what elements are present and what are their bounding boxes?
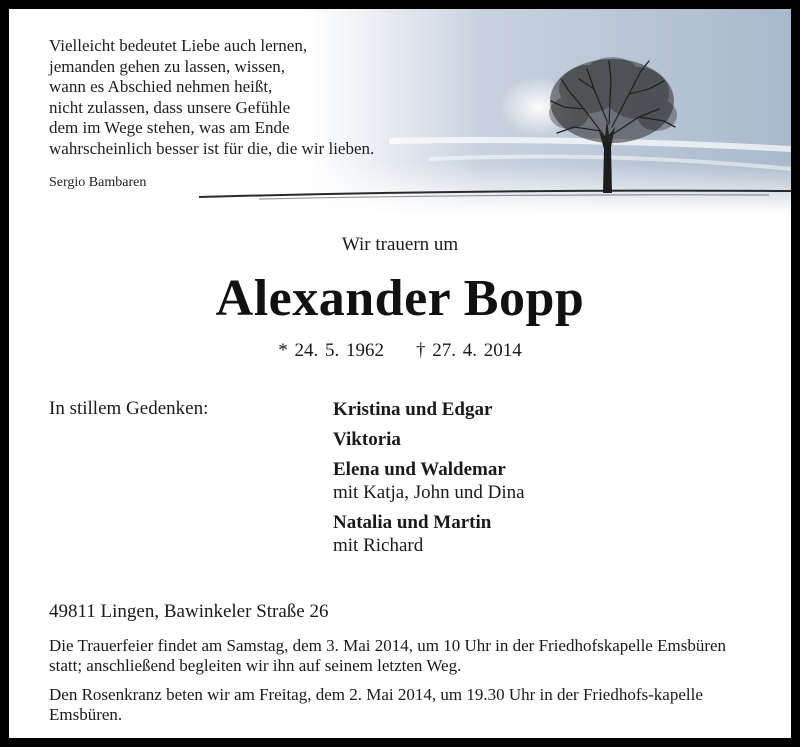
- family-names: Kristina und Edgar: [333, 399, 493, 420]
- family-names: Viktoria: [333, 429, 401, 450]
- life-dates: [9, 340, 791, 362]
- deceased-name: Alexander Bopp: [215, 270, 585, 327]
- rosary-notice: Den Rosenkranz beten wir am Freitag, dem 2. Mai 2014, um 19.30 Uhr in der Friedhofs-kapelle Emsbüren.: [49, 685, 703, 724]
- address: 49811 Lingen, Bawinkeler Straße 26: [49, 601, 329, 622]
- death-date: † 27. 4. 2014: [416, 340, 522, 361]
- poem-line: wahrscheinlich besser ist für die, die wir lieben.: [49, 138, 375, 158]
- mourning-intro: Wir trauern um: [341, 234, 459, 255]
- funeral-notice: Die Trauerfeier findet am Samstag, dem 3. Mai 2014, um 10 Uhr in der Friedhofskapelle Emsbüren statt; anschließend begleiten wir ihn auf seinem letzten Weg.: [49, 636, 727, 675]
- poem: [49, 36, 374, 159]
- poem-line: jemanden gehen zu lassen, wissen,: [49, 56, 286, 76]
- poem-line: Vielleicht bedeutet Liebe auch lernen,: [49, 36, 308, 55]
- family-group: [333, 458, 525, 504]
- birth-date: * 24. 5. 1962: [278, 340, 384, 361]
- poem-line: nicht zulassen, dass unsere Gefühle: [49, 97, 291, 117]
- family-children: mit Richard: [333, 535, 424, 556]
- family-list: [333, 398, 525, 564]
- family-names: Elena und Waldemar: [333, 459, 506, 480]
- poem-line: dem im Wege stehen, was am Ende: [49, 118, 290, 137]
- family-names: Natalia und Martin: [333, 512, 492, 533]
- poem-author: Sergio Bambaren: [49, 175, 147, 190]
- family-group: [333, 428, 525, 451]
- poem-line: wann es Abschied nehmen heißt,: [49, 77, 273, 96]
- family-group: [333, 398, 525, 421]
- family-children: mit Katja, John und Dina: [333, 482, 525, 503]
- family-group: [333, 511, 525, 557]
- memorial-label: In stillem Gedenken:: [49, 398, 209, 419]
